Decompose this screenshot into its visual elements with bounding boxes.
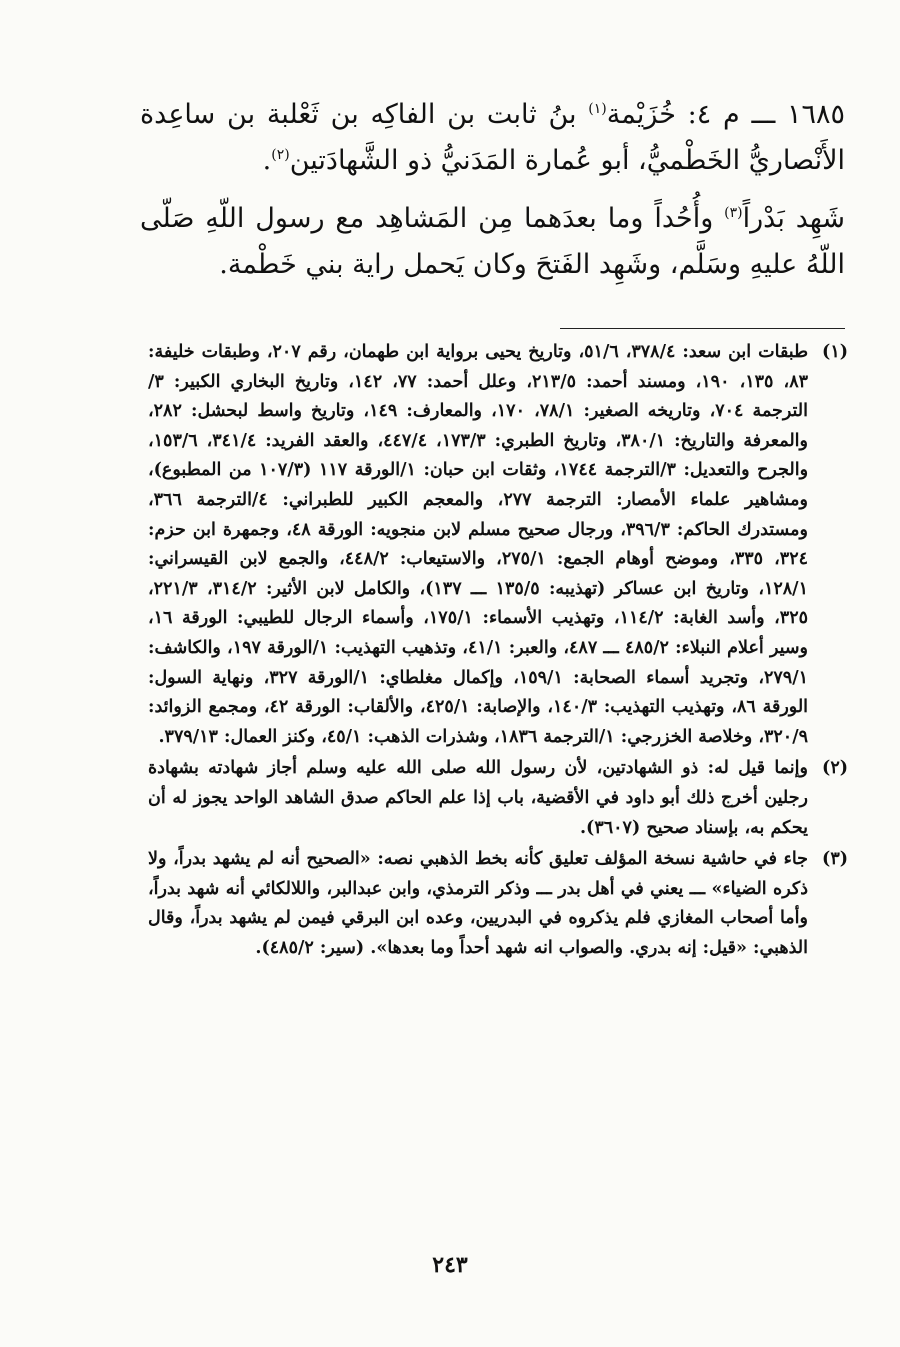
biography-entry <box>140 92 845 288</box>
footnotes <box>148 338 848 965</box>
footnote-1 <box>148 338 848 752</box>
footnote-text: طبقات ابن سعد: ٣٧٨/٤، ٥١/٦، وتاريخ يحيى برواية ابن طهمان، رقم ٢٠٧، وطبقات خليفة: ٨٣، ١٣٥، ١٩٠، ومسند أحمد: ٢١٣/٥، وعلل أحمد: ٧٧، ١٤٢، وتاريخ البخاري الكبير: ٣/الترجمة ٧٠٤، وتاريخه الصغير: ٧٨/١، ١٧٠، والمعارف: ١٤٩، وتاريخ واسط لبحشل: ٢٨٢، والمعرفة والتاريخ: ٣٨٠/١، وتاريخ الطبري: ١٧٣/٣، ٤٤٧/٤، والعقد الفريد: ٣٤١/٤، ١٥٣/٦، والجرح والتعديل: ٣/الترجمة ١٧٤٤، وثقات ابن حبان: ١/الورقة ١١٧ (١٠٧/٣ من المطبوع)، ومشاهير علماء الأمصار: الترجمة ٢٧٧، والمعجم الكبير للطبراني: ٤/الترجمة ٣٦٦، ومستدرك الحاكم: ٣٩٦/٣، ورجال صحيح مسلم لابن منجويه: الورقة ٤٨، وجمهرة ابن حزم: ٣٢٤، ٣٣٥، وموضح أوهام الجمع: ٢٧٥/١، والاستيعاب: ٤٤٨/٢، والجمع لابن القيسراني: ١٢٨/١، وتاريخ ابن عساكر (تهذيبه: ١٣٥/٥ ـــ ١٣٧)، والكامل لابن الأثير: ٣١٤/٢، ٢٢١/٣، ٣٢٥، وأسد الغابة: ١١٤/٢، وتهذيب الأسماء: ١٧٥/١، وأسماء الرجال للطيبي: الورقة ١٦، وسير أعلام النبلاء: ٤٨٥/٢ ـــ ٤٨٧، والعبر: ٤١/١، وتذهيب التهذيب: ١/الورقة ١٩٧، والكاشف: ٢٧٩/١، وتجريد أسماء الصحابة: ١٥٩/١، وإكمال مغلطاي: ١/الورقة ٣٢٧، ونهاية السول: الورقة ٨٦، وتهذيب التهذيب: ١٤٠/٣، والإصابة: ٤٢٥/١، والألقاب: الورقة ٤٢، ومجمع الزوائد: ٣٢٠/٩، وخلاصة الخزرجي: ١/الترجمة ١٨٣٦، وشذرات الذهب: ٤٥/١، وكنز العمال: ٣٧٩/١٣. <box>148 342 809 747</box>
entry-lineage: بنُ ثابت بن الفاكِه بن ثَعْلبة بن ساعِدة الأَنْصاريُّ الخَطْميُّ، أبو عُمارة المَدَنيُّ ذو الشَّهادَتين <box>140 99 845 176</box>
paragraph-rest: وأُحُداً وما بعدَهما مِن المَشاهِد مع رسول اللّهِ صَلّى اللّهُ عليهِ وسَلَّم، وشَهِد الفَتحَ وكان يَحمل راية بني خَطْمة. <box>140 203 845 280</box>
footnote-number: (١) <box>822 342 848 362</box>
entry-name: خُزَيْمة <box>606 99 676 130</box>
entry-paragraph <box>140 196 845 288</box>
footnote-ref-1[interactable]: (١) <box>588 101 607 117</box>
footnote-ref-2[interactable]: (٢) <box>271 147 290 163</box>
footnote-3 <box>148 845 848 963</box>
entry-heading <box>140 92 845 184</box>
page-number: ٢٤٣ <box>432 1252 468 1278</box>
footnote-divider <box>560 328 845 329</box>
footnote-number: (٣) <box>822 849 848 870</box>
footnote-number: (٢) <box>822 758 848 779</box>
paragraph-start: شَهِد بَدْراً <box>742 203 845 234</box>
footnote-text: جاء في حاشية نسخة المؤلف تعليق كأنه بخط الذهبي نصه: «الصحيح أنه لم يشهد بدراً، ولا ذكره الضياء» ـــ يعني في أهل بدر ـــ وذكر الترمذي، وابن عبدالبر، واللالكائي أنه شهد بدراً، وأما أصحاب المغازي فلم يذكروه في البدريين، وعده ابن البرقي فيمن لم يشهد بدراً، وقال الذهبي: «قيل: إنه بدري. والصواب انه شهد أحداً وما بعدها». (سير: ٤٨٥/٢). <box>148 849 808 958</box>
entry-separator: ـــ <box>751 99 776 130</box>
entry-heading-end: . <box>262 145 272 176</box>
main-text <box>140 92 845 288</box>
footnote-text: وإنما قيل له: ذو الشهادتين، لأن رسول الله صلى الله عليه وسلم أجاز شهادته بشهادة رجلين أخرج ذلك أبو داود في الأقضية، باب إذا علم الحاكم صدق الشاهد الواحد يجوز له أن يحكم به، بإسناد صحيح (٣٦٠٧). <box>148 758 808 838</box>
footnote-ref-3[interactable]: (٣) <box>724 205 743 221</box>
footnote-2 <box>148 754 848 843</box>
entry-number: ١٦٨٥ <box>786 99 845 130</box>
entry-tag: م ٤: <box>687 99 740 130</box>
